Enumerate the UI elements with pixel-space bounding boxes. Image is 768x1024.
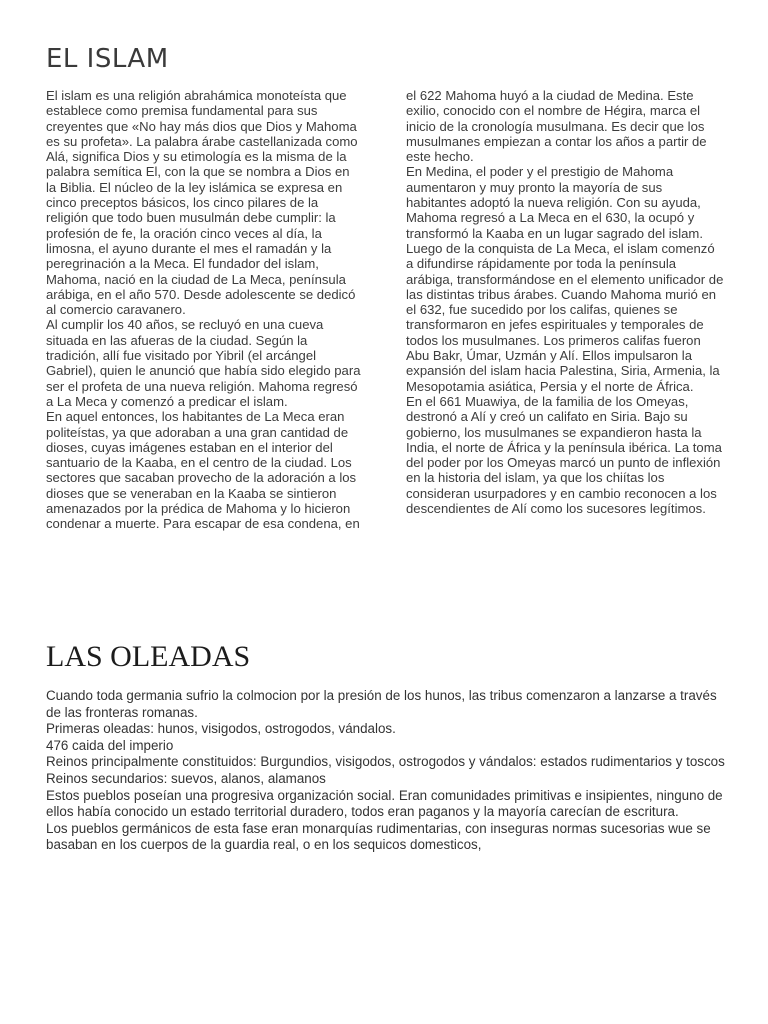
paragraph: Luego de la conquista de La Meca, el islam comenzó a difundirse rápidamente por toda la península arábiga, transformándose en el elemento unificador de las distintas tribus árabes. Cuando Mahoma murió en el 632, fue sucedido por los califas, quienes se transformaron en jefes espirituales y temporales de todos los musulmanes. Los primeros califas fueron Abu Bakr, Úmar, Uzmán y Alí. Ellos impulsaron la expansión del islam hacia Palestina, Siria, Armenia, la Mesopotamia asiática, Persia y el norte de África. xyxy=(406,240,724,394)
paragraph: En aquel entonces, los habitantes de La Meca eran politeístas, ya que adoraban a una gran cantidad de dioses, cuyas imágenes estaban en el interior del santuario de la Kaaba, en el centro de la ciudad. Los sectores que sacaban provecho de la adoración a los dioses que se veneraban en la Kaaba se sintieron amenazados por la prédica de Mahoma y lo hicieron condenar a muerte. Para escapar de esa condena, en xyxy=(46,409,360,532)
paragraph: Primeras oleadas: hunos, visigodos, ostrogodos, vándalos. xyxy=(46,721,396,737)
left-text-column xyxy=(46,88,362,532)
paragraph: 476 caida del imperio xyxy=(46,737,174,753)
oleadas-body xyxy=(46,688,726,854)
paragraph: Los pueblos germánicos de esta fase eran monarquías rudimentarias, con inseguras normas sucesorias wue se basaban en los cuerpos de la guardia real, o en los sequicos domesticos, xyxy=(46,820,711,853)
section-title-el-islam: EL ISLAM xyxy=(46,44,169,74)
paragraph: Reinos principalmente constituidos: Burgundios, visigodos, ostrogodos y vándalos: estados rudimentarios y toscos xyxy=(46,754,725,770)
paragraph: El islam es una religión abrahámica monoteísta que establece como premisa fundamental para sus creyentes que «No hay más dios que Dios y Mahoma es su profeta». La palabra árabe castellanizada como Alá, significa Dios y su etimología es la misma de la palabra semítica El, con la que se nombra a Dios en la Biblia. El núcleo de la ley islámica se expresa en cinco preceptos básicos, los cinco pilares de la religión que todo buen musulmán debe cumplir: la profesión de fe, la oración cinco veces al día, la limosna, el ayuno durante el mes el ramadán y la peregrinación a la Meca. El fundador del islam, Mahoma, nació en la ciudad de La Meca, península arábiga, en el año 570. Desde adolescente se dedicó al comercio caravanero. xyxy=(46,88,358,318)
paragraph: En Medina, el poder y el prestigio de Mahoma aumentaron y muy pronto la mayoría de sus habitantes adoptó la nueva religión. Con su ayuda, Mahoma regresó a La Meca en el 630, la ocupó y transformó la Kaaba en un lugar sagrado del islam. xyxy=(406,164,703,241)
right-text-column xyxy=(406,88,724,516)
section-title-las-oleadas: LAS OLEADAS xyxy=(46,640,251,673)
paragraph: Reinos secundarios: suevos, alanos, alamanos xyxy=(46,770,326,786)
paragraph: Estos pueblos poseían una progresiva organización social. Eran comunidades primitivas e insipientes, ninguno de ellos había conocido un estado territorial duradero, todos eran paganos y la mayoría carecían de escritura. xyxy=(46,787,723,820)
paragraph: Cuando toda germania sufrio la colmocion por la presión de los hunos, las tribus comenzaron a lanzarse a través de las fronteras romanas. xyxy=(46,688,717,720)
paragraph: En el 661 Muawiya, de la familia de los Omeyas, destronó a Alí y creó un califato en Siria. Bajo su gobierno, los musulmanes se expandieron hasta la India, el norte de África y la península ibérica. La toma del poder por los Omeyas marcó un punto de inflexión en la historia del islam, ya que los chiítas los consideran usurpadores y en cambio reconocen a los descendientes de Alí como los sucesores legítimos. xyxy=(406,393,722,517)
paragraph: el 622 Mahoma huyó a la ciudad de Medina. Este exilio, conocido con el nombre de Hégira, marca el inicio de la cronología musulmana. Es decir que los musulmanes empiezan a contar los años a partir de este hecho. xyxy=(406,88,707,165)
paragraph: Al cumplir los 40 años, se recluyó en una cueva situada en las afueras de la ciudad. Según la tradición, allí fue visitado por Yibril (el arcángel Gabriel), quien le anunció que había sido elegido para ser el profeta de una nueva religión. Mahoma regresó a La Meca y comenzó a predicar el islam. xyxy=(46,317,361,409)
